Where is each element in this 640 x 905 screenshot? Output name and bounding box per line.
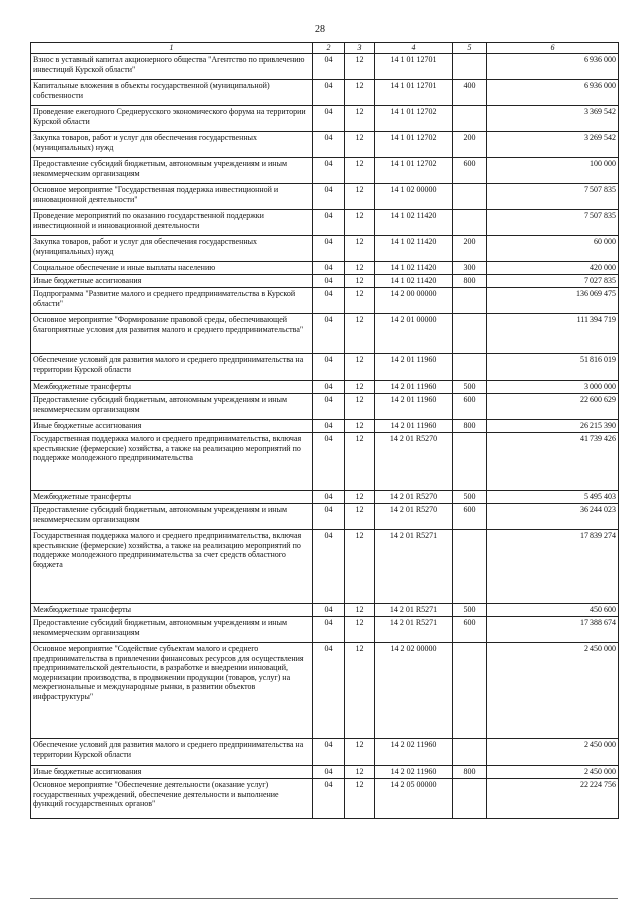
row-section-cell: 04 xyxy=(313,491,345,504)
row-amount-cell: 60 000 xyxy=(487,236,619,262)
row-section-cell: 04 xyxy=(313,106,345,132)
row-target-article-cell: 14 1 02 11420 xyxy=(375,275,453,288)
row-amount-cell: 17 839 274 xyxy=(487,530,619,604)
row-amount-cell: 2 450 000 xyxy=(487,739,619,766)
row-subsection-cell: 12 xyxy=(345,381,375,394)
table-row xyxy=(31,643,619,739)
row-amount-cell: 5 495 403 xyxy=(487,491,619,504)
row-name-cell: Предоставление субсидий бюджетным, автономным учреждениям и иным некоммерческим организациям xyxy=(31,394,313,420)
row-amount-cell: 36 244 023 xyxy=(487,504,619,530)
row-section-cell: 04 xyxy=(313,433,345,491)
row-subsection-cell: 12 xyxy=(345,779,375,819)
row-expense-type-cell xyxy=(453,106,487,132)
row-expense-type-cell: 600 xyxy=(453,394,487,420)
row-expense-type-cell: 500 xyxy=(453,381,487,394)
row-amount-cell: 450 600 xyxy=(487,604,619,617)
row-amount-cell: 7 507 835 xyxy=(487,184,619,210)
row-target-article-cell: 14 2 01 11960 xyxy=(375,354,453,381)
row-target-article-cell: 14 1 01 12701 xyxy=(375,80,453,106)
row-amount-cell: 3 000 000 xyxy=(487,381,619,394)
row-name-cell: Основное мероприятие "Обеспечение деятельности (оказание услуг) государственных учреждений, обеспечение деятельности и выполнение функций государственных органов" xyxy=(31,779,313,819)
table-row xyxy=(31,262,619,275)
row-section-cell: 04 xyxy=(313,779,345,819)
table-row xyxy=(31,80,619,106)
row-section-cell: 04 xyxy=(313,80,345,106)
row-expense-type-cell: 300 xyxy=(453,262,487,275)
table-row xyxy=(31,394,619,420)
row-name-cell: Предоставление субсидий бюджетным, автономным учреждениям и иным некоммерческим организациям xyxy=(31,504,313,530)
row-amount-cell: 3 269 542 xyxy=(487,132,619,158)
row-subsection-cell: 12 xyxy=(345,275,375,288)
row-section-cell: 04 xyxy=(313,275,345,288)
row-subsection-cell: 12 xyxy=(345,354,375,381)
row-amount-cell: 51 816 019 xyxy=(487,354,619,381)
row-expense-type-cell xyxy=(453,314,487,354)
row-section-cell: 04 xyxy=(313,314,345,354)
row-subsection-cell: 12 xyxy=(345,184,375,210)
row-target-article-cell: 14 2 02 11960 xyxy=(375,766,453,779)
row-section-cell: 04 xyxy=(313,504,345,530)
row-amount-cell: 26 215 390 xyxy=(487,420,619,433)
row-section-cell: 04 xyxy=(313,617,345,643)
bottom-divider xyxy=(30,898,618,899)
row-section-cell: 04 xyxy=(313,420,345,433)
row-expense-type-cell xyxy=(453,779,487,819)
row-subsection-cell: 12 xyxy=(345,54,375,80)
row-target-article-cell: 14 2 01 R5271 xyxy=(375,604,453,617)
table-row xyxy=(31,604,619,617)
table-row xyxy=(31,210,619,236)
row-section-cell: 04 xyxy=(313,766,345,779)
row-name-cell: Закупка товаров, работ и услуг для обеспечения государственных (муниципальных) нужд xyxy=(31,236,313,262)
table-row xyxy=(31,184,619,210)
row-name-cell: Проведение ежегодного Среднерусского экономического форума на территории Курской области xyxy=(31,106,313,132)
table-row xyxy=(31,236,619,262)
budget-table xyxy=(30,42,619,819)
row-subsection-cell: 12 xyxy=(345,394,375,420)
row-target-article-cell: 14 2 01 R5270 xyxy=(375,504,453,530)
row-section-cell: 04 xyxy=(313,236,345,262)
row-subsection-cell: 12 xyxy=(345,288,375,314)
row-subsection-cell: 12 xyxy=(345,106,375,132)
column-header-expense-type: 5 xyxy=(453,43,487,54)
row-name-cell: Иные бюджетные ассигнования xyxy=(31,766,313,779)
table-row xyxy=(31,420,619,433)
row-target-article-cell: 14 2 01 R5270 xyxy=(375,433,453,491)
row-amount-cell: 22 600 629 xyxy=(487,394,619,420)
row-expense-type-cell xyxy=(453,643,487,739)
row-subsection-cell: 12 xyxy=(345,210,375,236)
table-row xyxy=(31,132,619,158)
table-row xyxy=(31,491,619,504)
row-expense-type-cell: 800 xyxy=(453,275,487,288)
table-row xyxy=(31,617,619,643)
row-name-cell: Капитальные вложения в объекты государственной (муниципальной) собственности xyxy=(31,80,313,106)
row-name-cell: Межбюджетные трансферты xyxy=(31,604,313,617)
row-section-cell: 04 xyxy=(313,288,345,314)
table-body xyxy=(31,54,619,819)
row-section-cell: 04 xyxy=(313,739,345,766)
row-target-article-cell: 14 2 01 R5270 xyxy=(375,491,453,504)
row-name-cell: Основное мероприятие "Государственная поддержка инвестиционной и инновационной деятельности" xyxy=(31,184,313,210)
row-target-article-cell: 14 2 05 00000 xyxy=(375,779,453,819)
row-name-cell: Обеспечение условий для развития малого и среднего предпринимательства на территории Курской области xyxy=(31,354,313,381)
row-name-cell: Межбюджетные трансферты xyxy=(31,381,313,394)
row-target-article-cell: 14 1 01 12702 xyxy=(375,132,453,158)
table-row xyxy=(31,54,619,80)
row-expense-type-cell xyxy=(453,210,487,236)
row-amount-cell: 22 224 756 xyxy=(487,779,619,819)
row-name-cell: Взнос в уставный капитал акционерного общества "Агентство по привлечению инвестиций Курской области" xyxy=(31,54,313,80)
row-name-cell: Предоставление субсидий бюджетным, автономным учреждениям и иным некоммерческим организациям xyxy=(31,158,313,184)
row-subsection-cell: 12 xyxy=(345,433,375,491)
row-subsection-cell: 12 xyxy=(345,236,375,262)
row-expense-type-cell: 200 xyxy=(453,132,487,158)
row-target-article-cell: 14 1 02 11420 xyxy=(375,262,453,275)
table-header xyxy=(31,43,619,54)
row-subsection-cell: 12 xyxy=(345,504,375,530)
row-subsection-cell: 12 xyxy=(345,491,375,504)
row-expense-type-cell: 600 xyxy=(453,617,487,643)
row-amount-cell: 3 369 542 xyxy=(487,106,619,132)
row-section-cell: 04 xyxy=(313,210,345,236)
row-target-article-cell: 14 2 02 00000 xyxy=(375,643,453,739)
row-amount-cell: 41 739 426 xyxy=(487,433,619,491)
column-header-name: 1 xyxy=(31,43,313,54)
row-target-article-cell: 14 1 02 00000 xyxy=(375,184,453,210)
row-target-article-cell: 14 1 01 12702 xyxy=(375,158,453,184)
row-amount-cell: 7 027 835 xyxy=(487,275,619,288)
row-subsection-cell: 12 xyxy=(345,739,375,766)
row-subsection-cell: 12 xyxy=(345,262,375,275)
row-expense-type-cell xyxy=(453,54,487,80)
row-subsection-cell: 12 xyxy=(345,314,375,354)
row-section-cell: 04 xyxy=(313,381,345,394)
row-target-article-cell: 14 1 01 12702 xyxy=(375,106,453,132)
row-amount-cell: 2 450 000 xyxy=(487,643,619,739)
row-amount-cell: 7 507 835 xyxy=(487,210,619,236)
row-target-article-cell: 14 1 01 12701 xyxy=(375,54,453,80)
row-expense-type-cell xyxy=(453,288,487,314)
row-target-article-cell: 14 2 01 11960 xyxy=(375,420,453,433)
row-amount-cell: 100 000 xyxy=(487,158,619,184)
row-subsection-cell: 12 xyxy=(345,530,375,604)
row-subsection-cell: 12 xyxy=(345,604,375,617)
column-header-target-article: 4 xyxy=(375,43,453,54)
row-name-cell: Государственная поддержка малого и среднего предпринимательства, включая крестьянские (фермерские) хозяйства, а также на реализацию мероприятий по поддержке молодежного предпринимательства за счет средств областного бюджета xyxy=(31,530,313,604)
column-header-section: 2 xyxy=(313,43,345,54)
row-section-cell: 04 xyxy=(313,394,345,420)
row-expense-type-cell xyxy=(453,354,487,381)
row-subsection-cell: 12 xyxy=(345,132,375,158)
row-section-cell: 04 xyxy=(313,354,345,381)
table-row xyxy=(31,288,619,314)
row-section-cell: 04 xyxy=(313,158,345,184)
table-row xyxy=(31,766,619,779)
row-target-article-cell: 14 2 00 00000 xyxy=(375,288,453,314)
row-expense-type-cell xyxy=(453,184,487,210)
row-name-cell: Основное мероприятие "Формирование правовой среды, обеспечивающей благоприятные условия для развития малого и среднего предпринимательства" xyxy=(31,314,313,354)
row-target-article-cell: 14 1 02 11420 xyxy=(375,210,453,236)
table-row xyxy=(31,739,619,766)
row-target-article-cell: 14 2 01 11960 xyxy=(375,381,453,394)
row-subsection-cell: 12 xyxy=(345,420,375,433)
table-row xyxy=(31,433,619,491)
row-amount-cell: 6 936 000 xyxy=(487,80,619,106)
row-amount-cell: 6 936 000 xyxy=(487,54,619,80)
row-expense-type-cell: 800 xyxy=(453,420,487,433)
row-name-cell: Иные бюджетные ассигнования xyxy=(31,420,313,433)
row-name-cell: Межбюджетные трансферты xyxy=(31,491,313,504)
table-row xyxy=(31,779,619,819)
table-row xyxy=(31,275,619,288)
row-section-cell: 04 xyxy=(313,262,345,275)
row-section-cell: 04 xyxy=(313,643,345,739)
row-name-cell: Основное мероприятие "Содействие субъектам малого и среднего предпринимательства в привлечении финансовых ресурсов для осуществления предпринимательской деятельности, в разработке и внедрении инноваций, модернизации производства, в продвижении продукции (товаров, услуг) на межрегиональные и международные рынки, в развитии объектов инфраструктуры" xyxy=(31,643,313,739)
row-expense-type-cell: 800 xyxy=(453,766,487,779)
row-amount-cell: 136 069 475 xyxy=(487,288,619,314)
row-expense-type-cell xyxy=(453,739,487,766)
table-row xyxy=(31,381,619,394)
row-expense-type-cell: 500 xyxy=(453,604,487,617)
row-section-cell: 04 xyxy=(313,184,345,210)
row-subsection-cell: 12 xyxy=(345,80,375,106)
table-row xyxy=(31,158,619,184)
row-name-cell: Социальное обеспечение и иные выплаты населению xyxy=(31,262,313,275)
table-row xyxy=(31,314,619,354)
row-target-article-cell: 14 2 01 11960 xyxy=(375,394,453,420)
row-name-cell: Иные бюджетные ассигнования xyxy=(31,275,313,288)
row-section-cell: 04 xyxy=(313,530,345,604)
row-amount-cell: 420 000 xyxy=(487,262,619,275)
header-row xyxy=(31,43,619,54)
row-section-cell: 04 xyxy=(313,132,345,158)
row-expense-type-cell xyxy=(453,433,487,491)
table-row xyxy=(31,106,619,132)
table-row xyxy=(31,530,619,604)
row-amount-cell: 2 450 000 xyxy=(487,766,619,779)
row-amount-cell: 17 388 674 xyxy=(487,617,619,643)
column-header-subsection: 3 xyxy=(345,43,375,54)
row-target-article-cell: 14 2 02 11960 xyxy=(375,739,453,766)
row-subsection-cell: 12 xyxy=(345,766,375,779)
row-name-cell: Подпрограмма "Развитие малого и среднего предпринимательства в Курской области" xyxy=(31,288,313,314)
row-name-cell: Проведение мероприятий по оказанию государственной поддержки инвестиционной и инновационной деятельности xyxy=(31,210,313,236)
row-name-cell: Государственная поддержка малого и среднего предпринимательства, включая крестьянские (фермерские) хозяйства, а также на реализацию мероприятий по поддержке молодежного предпринимательства xyxy=(31,433,313,491)
row-expense-type-cell: 600 xyxy=(453,504,487,530)
row-expense-type-cell: 500 xyxy=(453,491,487,504)
row-name-cell: Предоставление субсидий бюджетным, автономным учреждениям и иным некоммерческим организациям xyxy=(31,617,313,643)
row-target-article-cell: 14 2 01 R5271 xyxy=(375,530,453,604)
row-target-article-cell: 14 2 01 00000 xyxy=(375,314,453,354)
table-row xyxy=(31,354,619,381)
row-subsection-cell: 12 xyxy=(345,158,375,184)
row-amount-cell: 111 394 719 xyxy=(487,314,619,354)
row-expense-type-cell xyxy=(453,530,487,604)
row-section-cell: 04 xyxy=(313,54,345,80)
table-row xyxy=(31,504,619,530)
row-target-article-cell: 14 1 02 11420 xyxy=(375,236,453,262)
row-expense-type-cell: 200 xyxy=(453,236,487,262)
row-expense-type-cell: 600 xyxy=(453,158,487,184)
row-name-cell: Закупка товаров, работ и услуг для обеспечения государственных (муниципальных) нужд xyxy=(31,132,313,158)
page-number: 28 xyxy=(315,24,325,35)
column-header-amount: 6 xyxy=(487,43,619,54)
row-name-cell: Обеспечение условий для развития малого и среднего предпринимательства на территории Курской области xyxy=(31,739,313,766)
row-target-article-cell: 14 2 01 R5271 xyxy=(375,617,453,643)
row-subsection-cell: 12 xyxy=(345,617,375,643)
row-expense-type-cell: 400 xyxy=(453,80,487,106)
row-subsection-cell: 12 xyxy=(345,643,375,739)
row-section-cell: 04 xyxy=(313,604,345,617)
